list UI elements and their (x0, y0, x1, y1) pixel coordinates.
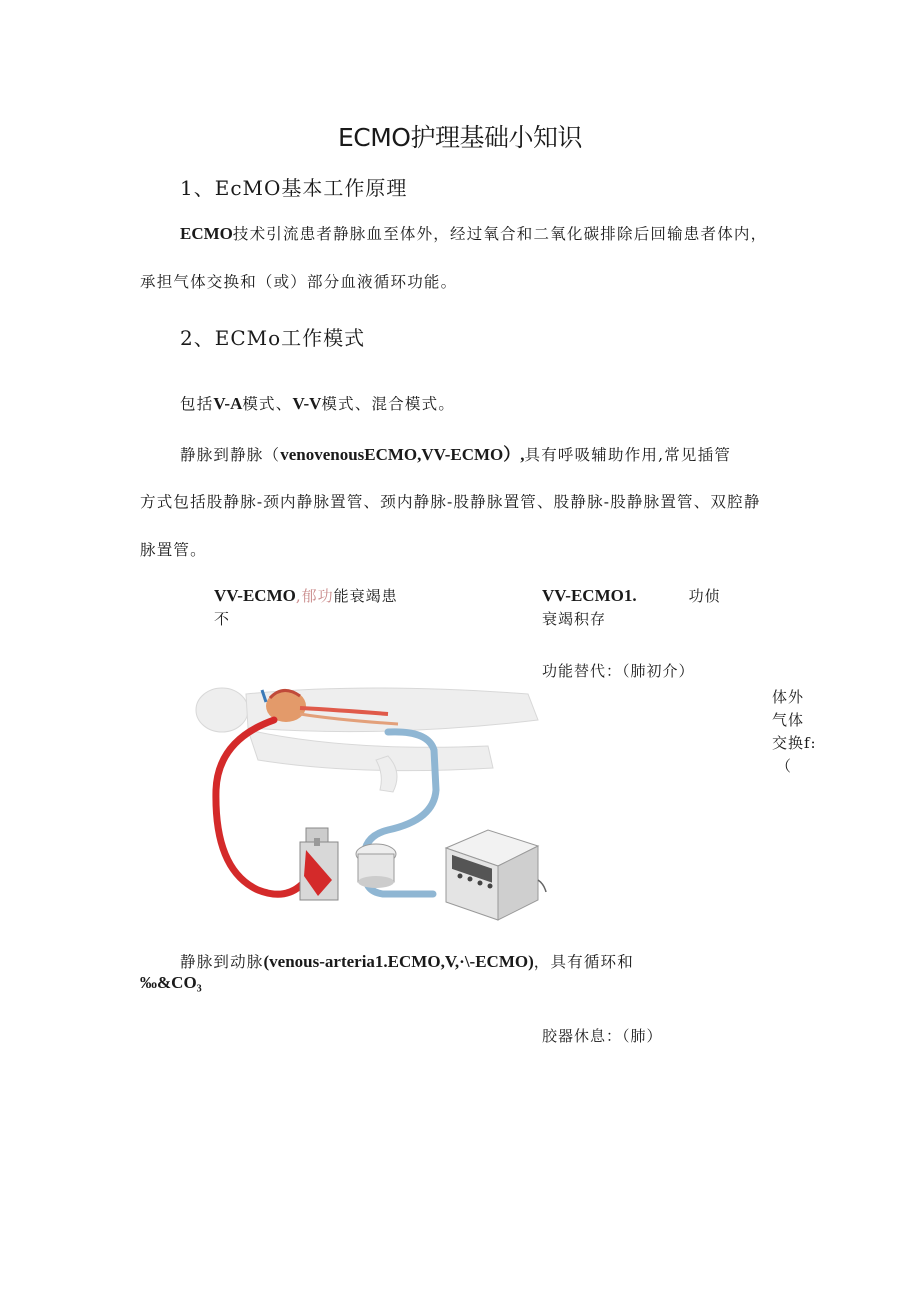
va-bold: (venous-arteria1.ECMO,V,·\-ECMO) (263, 952, 534, 971)
vv-rest: 具有呼吸辅助作用,常见插管 (524, 446, 732, 464)
right-caption-bold: VV-ECMO1. (542, 586, 637, 605)
vv-mode: V-V (292, 394, 322, 413)
section1-text1: 技术引流患者静脉血至体外，经过氧合和二氧化碳排除后回输患者体内， (232, 225, 768, 243)
figure-left-caption (214, 585, 398, 606)
modes-mid2: 模式、混合模式。 (321, 395, 456, 413)
modes-prefix: 包括 (180, 395, 214, 413)
section1-heading: 1、EcMO基本工作原理 (180, 176, 408, 200)
page-title: ECMO护理基础小知识 (337, 123, 582, 152)
vv-bold: venovenousECMO,VV-ECMO (280, 445, 504, 464)
side-note-3: 交换f: (772, 734, 817, 752)
va-rest: ，具有循环和 (533, 953, 634, 971)
vv-para-line3: 脉置管。 (140, 541, 207, 559)
figure-left-caption-line2: 不 (214, 610, 231, 628)
va-mode: V-A (213, 394, 243, 413)
left-caption-bold: VV-ECMO (214, 586, 296, 605)
figure-right-caption-line2: 衰竭积存 (542, 610, 607, 628)
right-caption-rest: 功侦 (688, 587, 721, 605)
section1-para-line2: 承担气体交换和（或）部分血液循环功能。 (140, 273, 458, 291)
side-note-2: 气体 (772, 711, 805, 729)
vv-lead: 静脉到静脉（ (180, 446, 281, 464)
ecmo-bold: ECMO (180, 224, 233, 243)
side-note-1: 体外 (772, 688, 805, 706)
vv-para-line2: 方式包括股静脉-颈内静脉置管、颈内静脉-股静脉置管、股静脉-股静脉置管、双腔静 (140, 493, 761, 511)
function-replace: 功能替代：（肺初介） (542, 662, 695, 680)
vv-para-line1 (180, 440, 731, 465)
pump-icon (356, 844, 396, 888)
va-para-line1 (180, 950, 634, 972)
vv-tail: ）, (503, 445, 525, 464)
figure-right-caption (542, 585, 721, 606)
side-note-4: （ (776, 757, 793, 775)
left-caption-pink: ,郁功 (295, 587, 334, 605)
organ-rest: 胶器休息：（肺） (542, 1027, 663, 1045)
modes-mid1: 模式、 (242, 395, 293, 413)
section1-para-line1 (180, 222, 767, 244)
left-caption-rest: 能衰竭患 (333, 587, 398, 605)
ecmo-illustration (188, 680, 548, 922)
va-lead: 静脉到动脉 (180, 953, 264, 971)
va-para-line2: ‰&CO₃ (140, 973, 202, 992)
section2-heading: 2、ECMo工作模式 (180, 326, 366, 350)
modes-line (180, 392, 455, 414)
